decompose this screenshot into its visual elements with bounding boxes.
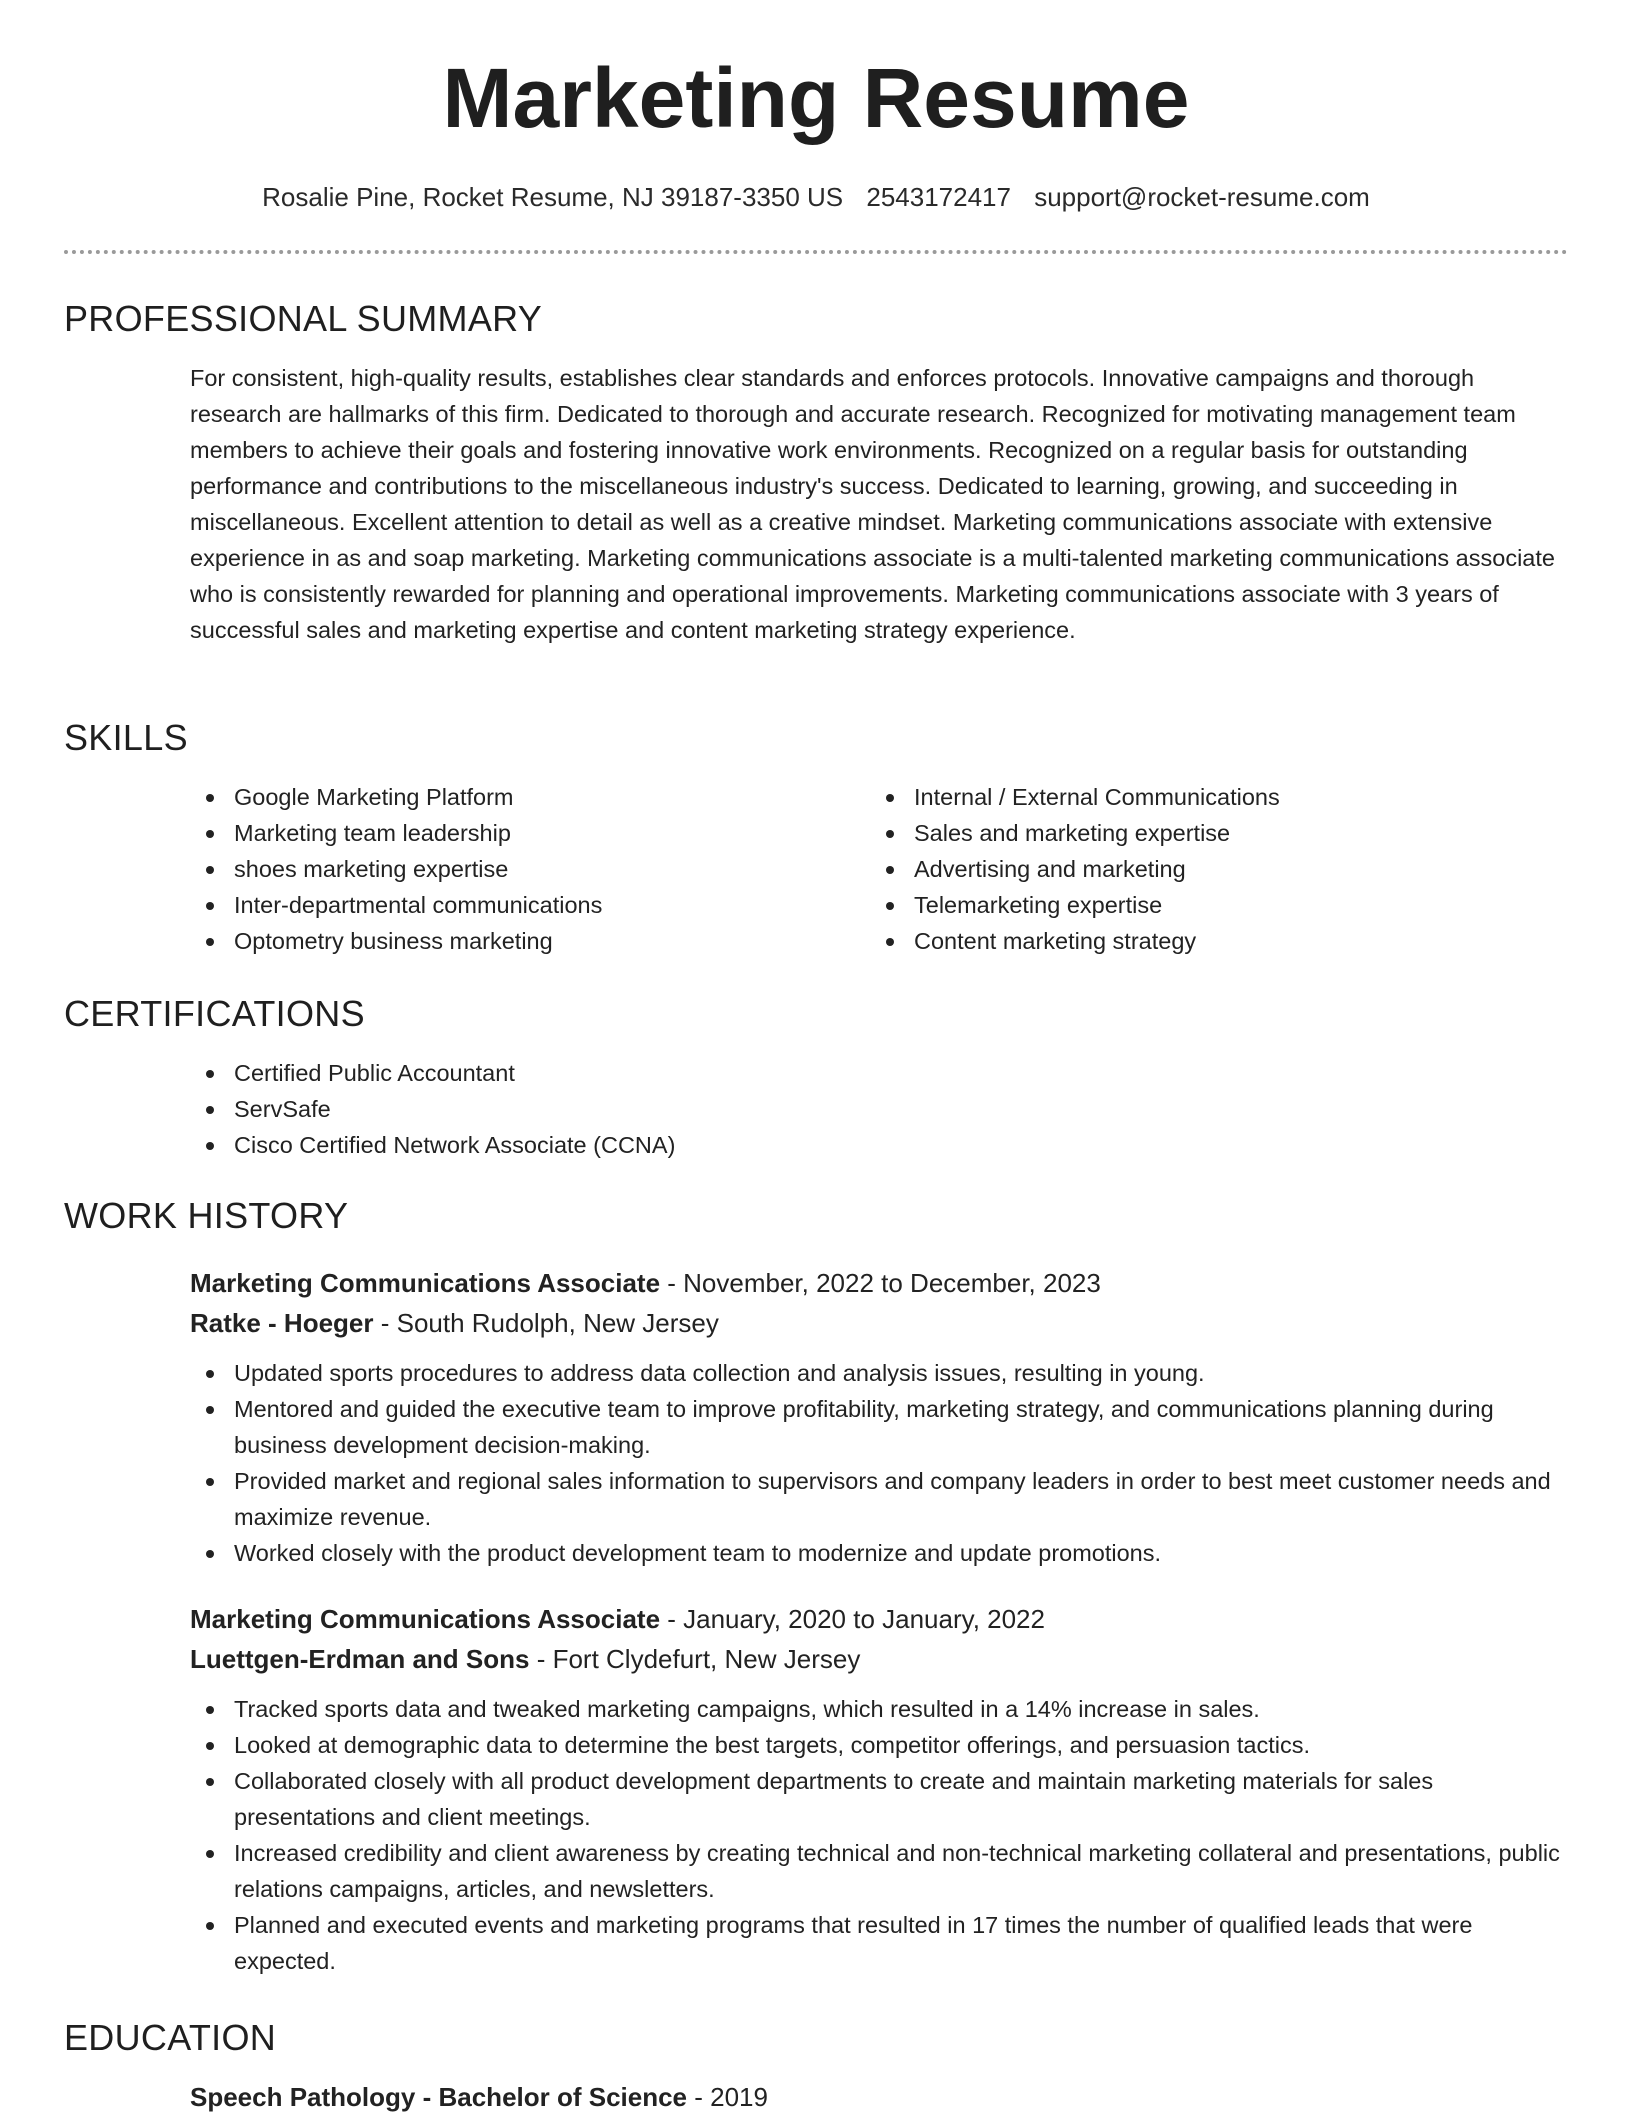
education-section (64, 2016, 1568, 2117)
skills-grid (190, 779, 1568, 959)
summary-text: For consistent, high-quality results, establishes clear standards and enforces protocols. Innovative campaigns and thorough research are hallmarks of this firm. Dedicated to thorough and accurate research. Recognized for motivating management team members to achieve their goals and fostering innovative work environments. Recognized on a regular basis for outstanding performance and contributions to the miscellaneous industry's success. Dedicated to learning, growing, and succeeding in miscellaneous. Excellent attention to detail as well as a creative mindset. Marketing communications associate with extensive experience in as and soap marketing. Marketing communications associate is a multi-talented marketing communications associate who is consistently rewarded for planning and operational improvements. Marketing communications associate with 3 years of successful sales and marketing expertise and content marketing strategy experience. (190, 365, 1555, 644)
certification-item: Cisco Certified Network Associate (CCNA) (190, 1127, 1568, 1163)
education-entry (190, 2077, 1568, 2117)
education-heading: EDUCATION (64, 2017, 277, 2058)
certifications-section (64, 992, 1568, 1163)
job-bullet: Tracked sports data and tweaked marketing campaigns, which resulted in a 14% increase in sales. (190, 1691, 1568, 1727)
summary-section (64, 297, 1568, 648)
work-history-section (64, 1194, 1568, 1979)
skill-item: Marketing team leadership (190, 815, 870, 851)
skill-item: Internal / External Communications (870, 779, 1550, 815)
education-degree: Speech Pathology - Bachelor of Science (190, 2082, 688, 2113)
skill-item: Advertising and marketing (870, 851, 1550, 887)
job-bullet: Planned and executed events and marketing programs that resulted in 17 times the number of qualified leads that were expected. (190, 1907, 1568, 1979)
job-bullet: Collaborated closely with all product development departments to create and maintain marketing materials for sales presentations and client meetings. (190, 1763, 1568, 1835)
job-title-line (190, 1263, 1568, 1303)
certifications-list (190, 1055, 1568, 1163)
job-title: Marketing Communications Associate (190, 1604, 661, 1635)
job-company: Ratke - Hoeger (190, 1308, 374, 1339)
job-bullet: Worked closely with the product development team to modernize and update promotions. (190, 1535, 1568, 1571)
job-company-line (190, 1303, 1568, 1343)
certification-item: Certified Public Accountant (190, 1055, 1568, 1091)
job-title: Marketing Communications Associate (190, 1268, 661, 1299)
job-bullet: Provided market and regional sales information to supervisors and company leaders in order to best meet customer needs and maximize revenue. (190, 1463, 1568, 1535)
job-bullet-list (190, 1691, 1568, 1979)
contact-line (0, 182, 1632, 213)
skills-list-left (190, 779, 870, 959)
job-location: - South Rudolph, New Jersey (373, 1308, 719, 1339)
skills-list-right (870, 779, 1550, 959)
skill-item: Google Marketing Platform (190, 779, 870, 815)
skill-item: shoes marketing expertise (190, 851, 870, 887)
job-bullet: Looked at demographic data to determine the best targets, competitor offerings, and persuasion tactics. (190, 1727, 1568, 1763)
contact-phone: 2543172417 (866, 182, 1011, 212)
skill-item: Optometry business marketing (190, 923, 870, 959)
skills-heading: SKILLS (64, 717, 188, 758)
job-bullet: Updated sports procedures to address data collection and analysis issues, resulting in young. (190, 1355, 1568, 1391)
job-title-line (190, 1599, 1568, 1639)
job-bullet: Increased credibility and client awareness by creating technical and non-technical marketing collateral and presentations, public relations campaigns, articles, and newsletters. (190, 1835, 1568, 1907)
skill-item: Sales and marketing expertise (870, 815, 1550, 851)
contact-address: Rosalie Pine, Rocket Resume, NJ 39187-3350 US (262, 182, 844, 212)
job-entry (190, 1599, 1568, 1979)
certification-item: ServSafe (190, 1091, 1568, 1127)
job-location: - Fort Clydefurt, New Jersey (529, 1644, 861, 1675)
contact-email: support@rocket-resume.com (1034, 182, 1370, 212)
skill-item: Content marketing strategy (870, 923, 1550, 959)
skill-item: Telemarketing expertise (870, 887, 1550, 923)
header-divider (64, 250, 1568, 254)
job-company: Luettgen-Erdman and Sons (190, 1644, 530, 1675)
skill-item: Inter-departmental communications (190, 887, 870, 923)
job-company-line (190, 1639, 1568, 1679)
education-year: - 2019 (687, 2082, 768, 2113)
work-history-heading: WORK HISTORY (64, 1195, 349, 1236)
job-entry (190, 1263, 1568, 1571)
skills-section (64, 716, 1568, 959)
job-dates: - November, 2022 to December, 2023 (660, 1268, 1101, 1299)
certifications-heading: CERTIFICATIONS (64, 993, 365, 1034)
job-bullet: Mentored and guided the executive team to improve profitability, marketing strategy, and communications planning during business development decision-making. (190, 1391, 1568, 1463)
job-dates: - January, 2020 to January, 2022 (660, 1604, 1045, 1635)
page-title: Marketing Resume (442, 51, 1190, 145)
summary-heading: PROFESSIONAL SUMMARY (64, 298, 543, 339)
job-bullet-list (190, 1355, 1568, 1571)
